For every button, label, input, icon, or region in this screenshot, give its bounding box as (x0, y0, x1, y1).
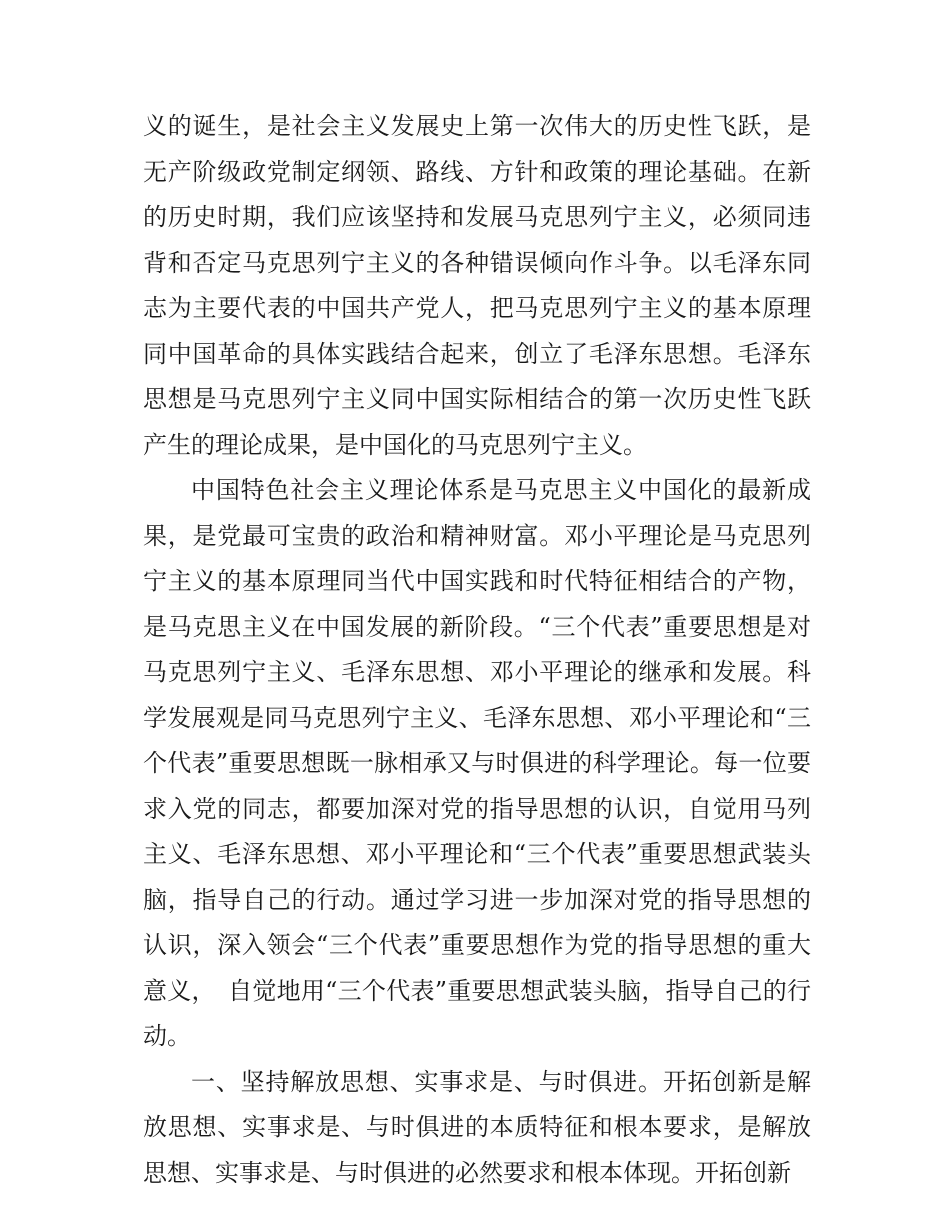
paragraph-1: 义的诞生，是社会主义发展史上第一次伟大的历史性飞跃，是无产阶级政党制定纲领、路线、方针和政策的理论基础。在新的历史时期，我们应该坚持和发展马克思列宁主义，必须同违背和否定马克思列宁主义的各种错误倾向作斗争。以毛泽东同志为主要代表的中国共产党人，把马克思列宁主义的基本原理同中国革命的具体实践结合起来，创立了毛泽东思想。毛泽东思想是马克思列宁主义同中国实际相结合的第一次历史性飞跃产生的理论成果，是中国化的马克思列宁主义。 (143, 112, 811, 459)
paragraph-2: 中国特色社会主义理论体系是马克思主义中国化的最新成果，是党最可宝贵的政治和精神财富。邓小平理论是马克思列宁主义的基本原理同当代中国实践和时代特征相结合的产物，是马克思主义在中国发展的新阶段。“三个代表”重要思想是对马克思列宁主义、毛泽东思想、邓小平理论的继承和发展。科学发展观是同马克思列宁主义、毛泽东思想、邓小平理论和“三个代表”重要思想既一脉相承又与时俱进的科学理论。每一位要求入党的同志，都要加深对党的指导思想的认识，自觉用马列主义、毛泽东思想、邓小平理论和“三个代表”重要思想武装头脑，指导自己的行动。通过学习进一步加深对党的指导思想的认识，深入领会“三个代表”重要思想作为党的指导思想的重大意义， 自觉地用“三个代表”重要思想武装头脑，指导自己的行动。 (143, 476, 811, 1050)
paragraph-3: 一、坚持解放思想、实事求是、与时俱进。开拓创新是解放思想、实事求是、与时俱进的本质特征和根本要求，是解放思想、实事求是、与时俱进的必然要求和根本体现。开拓创新 (143, 1067, 811, 1187)
document-body (143, 104, 811, 1196)
